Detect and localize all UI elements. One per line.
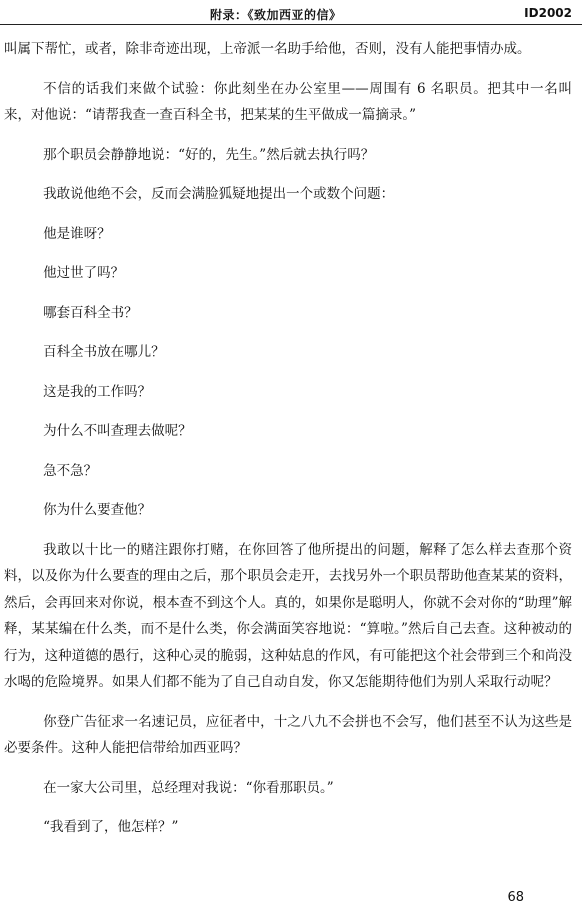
question-8: 你为什么要查他？ <box>43 502 152 518</box>
body-text <box>4 36 572 854</box>
paragraph-reply: “我看到了，他怎样？” <box>43 819 179 835</box>
question-2: 他过世了吗？ <box>43 265 125 281</box>
question-1: 他是谁呀？ <box>43 225 111 242</box>
paragraph-1: 叫属下帮忙，或者，除非奇迹出现，上帝派一名助手给他，否则，没有人能把事情办成。 <box>4 41 531 57</box>
question-7: 急不急？ <box>43 462 98 479</box>
question-3: 哪套百科全书？ <box>43 304 138 321</box>
paragraph-stenographer: 你登广告征求一名速记员，应征者中，十之八九不会拼也不会写，他们甚至不认为这些是必要条件。这种人能把信带给加西亚吗？ <box>4 713 572 756</box>
question-5: 这是我的工作吗？ <box>43 383 152 400</box>
question-4: 百科全书放在哪儿？ <box>43 344 165 360</box>
header-document-id: ID2002 <box>524 6 572 20</box>
header-title: 附录：《致加西亚的信》 <box>210 8 342 22</box>
question-6: 为什么不叫查理去做呢？ <box>43 423 192 439</box>
paragraph-2: 不信的话我们来做个试验：你此刻坐在办公室里——周围有 6 名职员。把其中一名叫来，对他说：“请帮我查一查百科全书，把某某的生平做成一篇摘录。” <box>4 80 572 123</box>
paragraph-bet: 我敢以十比一的赌注跟你打赌，在你回答了他所提出的问题，解释了怎么样去查那个资料，以及你为什么要查的理由之后，那个职员会走开，去找另外一个职员帮助他查某某的资料，然后，会再回来对你说，根本查不到这个人。真的，如果你是聪明人，你就不会对你的“助理”解释，某某编在什么类，而不是什么类，你会满面笑容地说：“算啦。”然后自己去查。这种被动的行为，这种道德的愚行，这种心灵的脆弱，这种姑息的作风，有可能把这个社会带到三个和尚没水喝的危险境界。如果人们都不能为了自己自动自发，你又怎能期待他们为别人采取行动呢？ <box>4 541 572 690</box>
page-number: 68 <box>507 890 524 905</box>
paragraph-3: 那个职员会静静地说：“好的，先生。”然后就去执行吗？ <box>43 146 375 163</box>
paragraph-manager: 在一家大公司里，总经理对我说：“你看那职员。” <box>43 779 334 796</box>
page-header <box>0 4 582 25</box>
paragraph-4: 我敢说他绝不会，反而会满脸狐疑地提出一个或数个问题： <box>43 186 395 202</box>
